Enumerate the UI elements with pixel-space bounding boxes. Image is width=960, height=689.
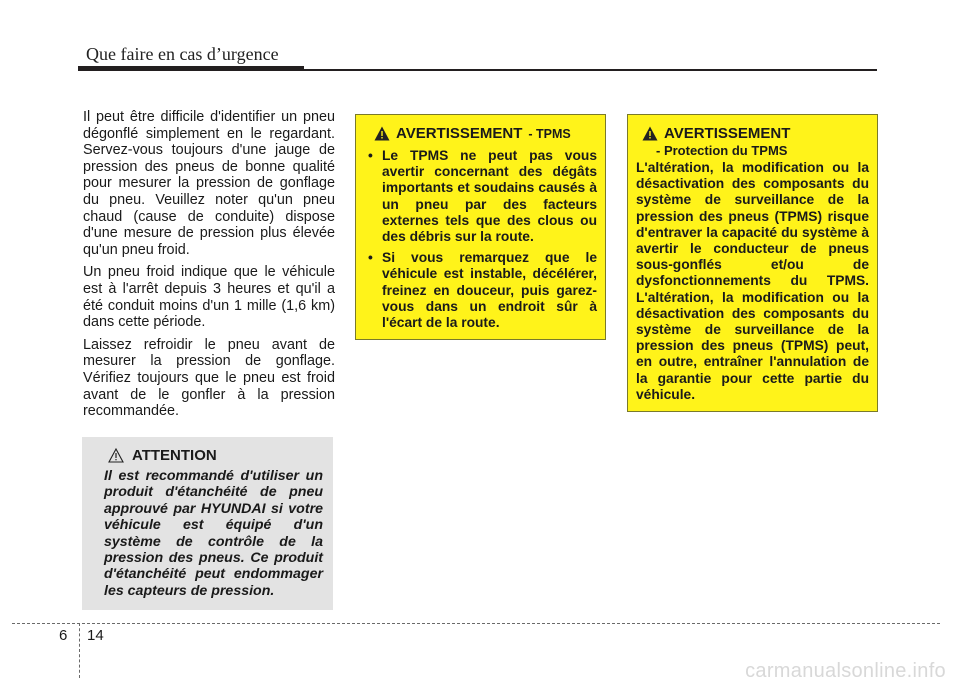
warning-protection-subtitle: - Protection du TPMS — [656, 143, 788, 158]
warning-tpms-suffix: - TPMS — [528, 126, 571, 141]
footer-vertical-divider — [79, 623, 80, 678]
header-rule-thin — [304, 69, 877, 71]
warning-box-tpms — [355, 114, 606, 340]
page-number: 14 — [87, 627, 104, 644]
page-header-title: Que faire en cas d’urgence — [86, 44, 279, 64]
body-paragraph: Il peut être difficile d'identifier un pneu dégonflé simplement en le regardant. Servez-vous toujours d'une jauge de pression des pneus de bonne qualité pour mesurer la pression de gonflage du pneu. Veuillez noter qu'un pneu chaud (cause de conduite) dispose d'une mesure de pression plus élevée qu'un pneu froid. — [83, 109, 335, 258]
warning-tpms-title: AVERTISSEMENT — [396, 125, 523, 142]
attention-title: ATTENTION — [132, 447, 217, 464]
watermark-text: carmanualsonline.info — [745, 660, 946, 682]
body-paragraph: Un pneu froid indique que le véhicule est à l'arrêt depuis 3 heures et qu'il a été conduit moins d'un 1 mille (1,6 km) dans cette période. — [83, 264, 335, 331]
warning-protection-title: AVERTISSEMENT — [664, 125, 791, 142]
body-text-column — [83, 109, 335, 426]
warning-triangle-icon — [374, 126, 390, 141]
warning-tpms-heading — [374, 125, 597, 142]
warning-box-protection — [627, 114, 878, 412]
warning-protection-heading — [642, 125, 869, 142]
footer-dashed-rule — [12, 623, 940, 624]
attention-heading — [108, 447, 323, 464]
chapter-number: 6 — [59, 627, 68, 644]
warning-tpms-list — [366, 148, 597, 331]
warning-triangle-icon — [642, 126, 658, 141]
warning-list-item: • Le TPMS ne peut pas vous avertir concernant des dégâts importants et soudains causés à un pneu par des facteurs externes tels que des clous ou des débris sur la route. — [366, 148, 597, 245]
attention-text: Il est recommandé d'utiliser un produit d'étanchéité de pneu approuvé par HYUNDAI si votre véhicule est équipé d'un système de contrôle de la pression des pneus. Ce produit d'étanchéité peut endommager les capteurs de pression. — [104, 468, 323, 599]
attention-box — [82, 437, 333, 610]
caution-triangle-icon — [108, 448, 124, 463]
header-rule-thick — [78, 66, 304, 71]
warning-list-item: • Si vous remarquez que le véhicule est instable, décélérer, freinez en douceur, puis garez-vous dans un endroit sûr à l'écart de la route. — [366, 250, 597, 331]
body-paragraph: Laissez refroidir le pneu avant de mesurer la pression de gonflage. Vérifiez toujours que le pneu est froid avant de le gonfler à la pression recommandée. — [83, 336, 335, 420]
warning-protection-text: L'altération, la modification ou la désactivation des composants du système de surveillance de la pression des pneus (TPMS) risque d'entraver la capacité du système à avertir le conducteur de pneus sous-gonflés et/ou de dysfonctionnements du TPMS. L'altération, la modification ou la désactivation des composants du système de surveillance de la pression des pneus (TPMS) peut, en outre, entraîner l'annulation de la garantie pour cette partie du véhicule. — [636, 160, 869, 402]
